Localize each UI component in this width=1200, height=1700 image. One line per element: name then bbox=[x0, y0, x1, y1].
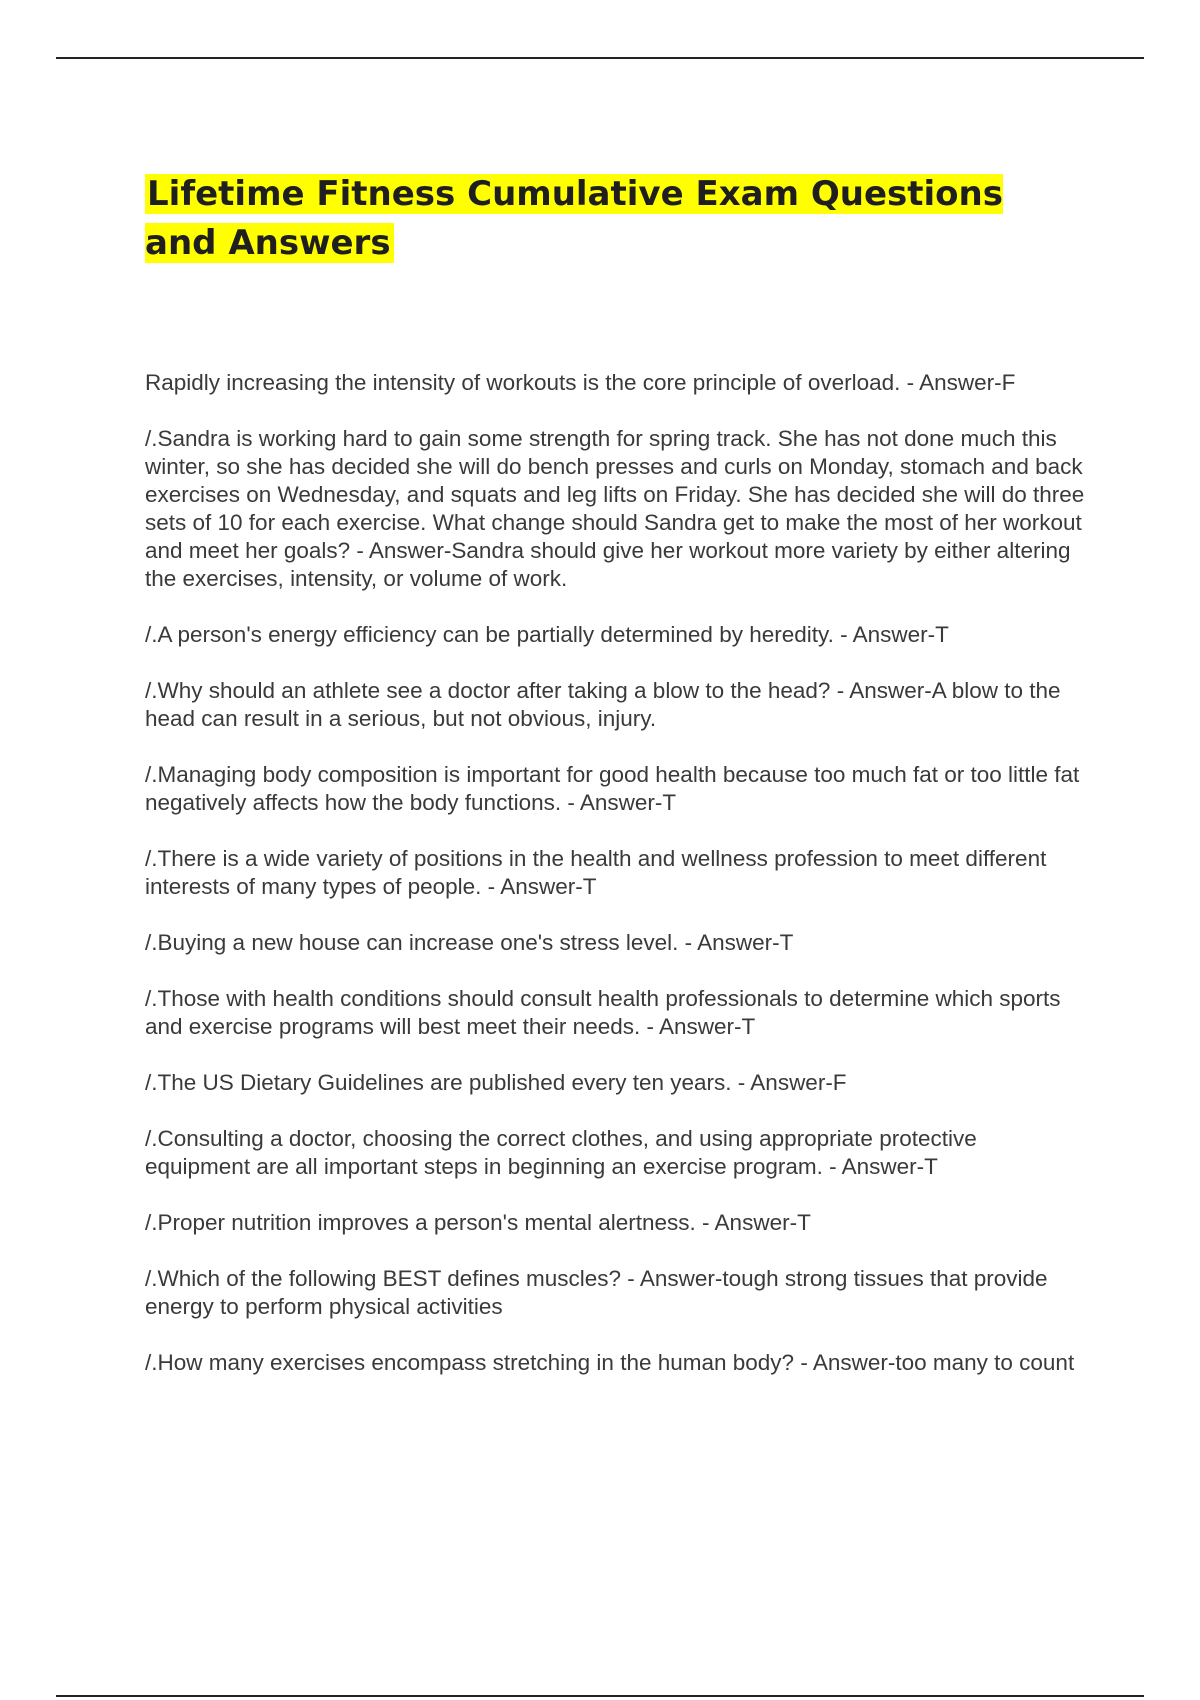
qa-list bbox=[145, 369, 1085, 1405]
qa-item: /.The US Dietary Guidelines are published every ten years. - Answer-F bbox=[145, 1070, 847, 1095]
qa-item: /.How many exercises encompass stretching in the human body? - Answer-too many to count bbox=[145, 1350, 1075, 1375]
qa-item: /.There is a wide variety of positions in the health and wellness profession to meet different interests of many types of people. - Answer-T bbox=[145, 846, 1047, 899]
qa-item: /.Proper nutrition improves a person's mental alertness. - Answer-T bbox=[145, 1210, 811, 1235]
qa-item: /.A person's energy efficiency can be partially determined by heredity. - Answer-T bbox=[145, 622, 949, 647]
qa-item: /.Buying a new house can increase one's stress level. - Answer-T bbox=[145, 930, 794, 955]
qa-item: /.Sandra is working hard to gain some strength for spring track. She has not done much this winter, so she has decided she will do bench presses and curls on Monday, stomach and back exercises on Wednesday, and squats and leg lifts on Friday. She has decided she will do three sets of 10 for each exercise. What change should Sandra get to make the most of her workout and meet her goals? - Answer-Sandra should give her workout more variety by either altering the exercises, intensity, or volume of work. bbox=[145, 426, 1085, 591]
document-title bbox=[145, 170, 1025, 268]
footer-rule bbox=[56, 1695, 1144, 1697]
qa-item: /.Consulting a doctor, choosing the correct clothes, and using appropriate protective equipment are all important steps in beginning an exercise program. - Answer-T bbox=[145, 1126, 977, 1179]
qa-item: /.Those with health conditions should consult health professionals to determine which sports and exercise programs will best meet their needs. - Answer-T bbox=[145, 986, 1061, 1039]
qa-item: /.Managing body composition is important for good health because too much fat or too little fat negatively affects how the body functions. - Answer-T bbox=[145, 762, 1080, 815]
title-highlight: Lifetime Fitness Cumulative Exam Questions and Answers bbox=[145, 174, 1003, 263]
qa-item: Rapidly increasing the intensity of workouts is the core principle of overload. - Answer-F bbox=[145, 370, 1016, 395]
qa-item: /.Why should an athlete see a doctor after taking a blow to the head? - Answer-A blow to the head can result in a serious, but not obvious, injury. bbox=[145, 678, 1061, 731]
qa-item: /.Which of the following BEST defines muscles? - Answer-tough strong tissues that provide energy to perform physical activities bbox=[145, 1266, 1048, 1319]
header-rule bbox=[56, 57, 1144, 59]
